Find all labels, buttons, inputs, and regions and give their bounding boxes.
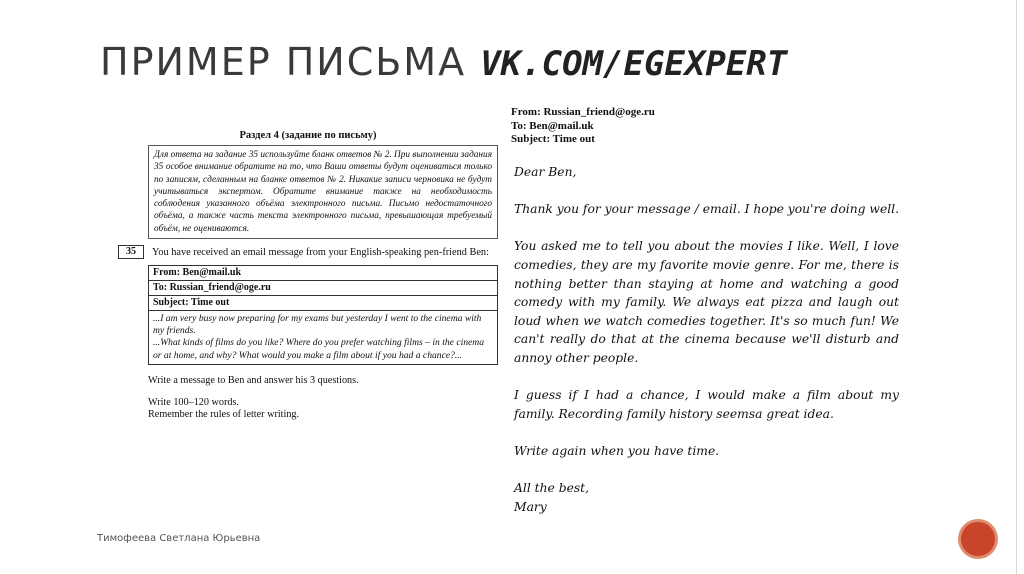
email-to: To: Russian_friend@oge.ru (149, 281, 497, 296)
reply-from: From: Russian_friend@oge.ru (511, 106, 655, 118)
question-row (118, 245, 498, 259)
letter-closing: All the best, (514, 481, 590, 496)
email-body-line-2: ...What kinds of films do you like? Where do you prefer watching films – in the cinema or at home, and why? What would you make a film about if you had a chance?... (153, 337, 485, 361)
letter-paragraph-1: Thank you for your message / email. I hope you're doing well. (514, 202, 900, 217)
task-line-3: Remember the rules of letter writing. (148, 408, 300, 420)
letter-paragraph-4: Write again when you have time. (514, 443, 720, 458)
brand-link-text: VK.COM/EGEXPERT (480, 44, 788, 84)
question-number: 35 (118, 245, 144, 259)
email-subject: Subject: Time out (149, 296, 497, 311)
task-line-1: Write a message to Ben and answer his 3 questions. (148, 374, 359, 386)
task-requirements (148, 375, 498, 421)
slide-title-text: ПРИМЕР ПИСЬМА (100, 40, 467, 84)
reply-to: To: Ben@mail.uk (511, 119, 594, 132)
incoming-email (148, 265, 498, 365)
question-prompt: You have received an email message from your English-speaking pen-friend Ben: (152, 246, 489, 258)
email-body-line-1: ...I am very busy now preparing for my exams but yesterday I went to the cinema with my friends. (153, 313, 482, 337)
reply-subject: Subject: Time out (511, 133, 595, 145)
letter-paragraph-2: You asked me to tell you about the movies I like. Well, I love comedies, they are my favorite movie genre. For me, there is nothing better than staying at home and watching a good comedy with my family. We always eat pizza and laugh out loud when we watch comedies together. It's so much fun! We can't really do that at the cinema because we'll disturb and annoy other people. (514, 239, 899, 365)
footer-author: Тимофеева Светлана Юрьевна (97, 533, 261, 544)
section-title: Раздел 4 (задание по письму) (239, 130, 377, 141)
task-line-2: Write 100–120 words. (148, 396, 239, 408)
instructions-box: Для ответа на задание 35 используйте бланк ответов № 2. При выполнении задания 35 особое внимание обратите на то, что Ваши ответы будут оцениваться только по записям, сделанным на бланке ответов № 2. Никакие записи черновика не будут учитываться экспертом. Обратите внимание также на необходимость соблюдения указанного объёма электронного письма. Письмо недостаточного объёма, а также часть текста электронного письма, превышающая требуемый объём, не оцениваются. (148, 145, 498, 239)
email-from: From: Ben@mail.uk (149, 266, 497, 281)
sample-letter (514, 163, 899, 516)
email-body (149, 311, 497, 364)
exam-task (118, 130, 498, 421)
letter-greeting: Dear Ben, (514, 165, 577, 179)
reply-header (511, 106, 655, 147)
letter-signature: Mary (514, 499, 547, 514)
slide-title (100, 40, 787, 84)
slide-edge-line (1016, 0, 1017, 574)
letter-paragraph-3: I guess if I had a chance, I would make a film about my family. Recording family history seemsa great idea. (514, 388, 899, 421)
slide-nav-button[interactable] (961, 522, 995, 556)
